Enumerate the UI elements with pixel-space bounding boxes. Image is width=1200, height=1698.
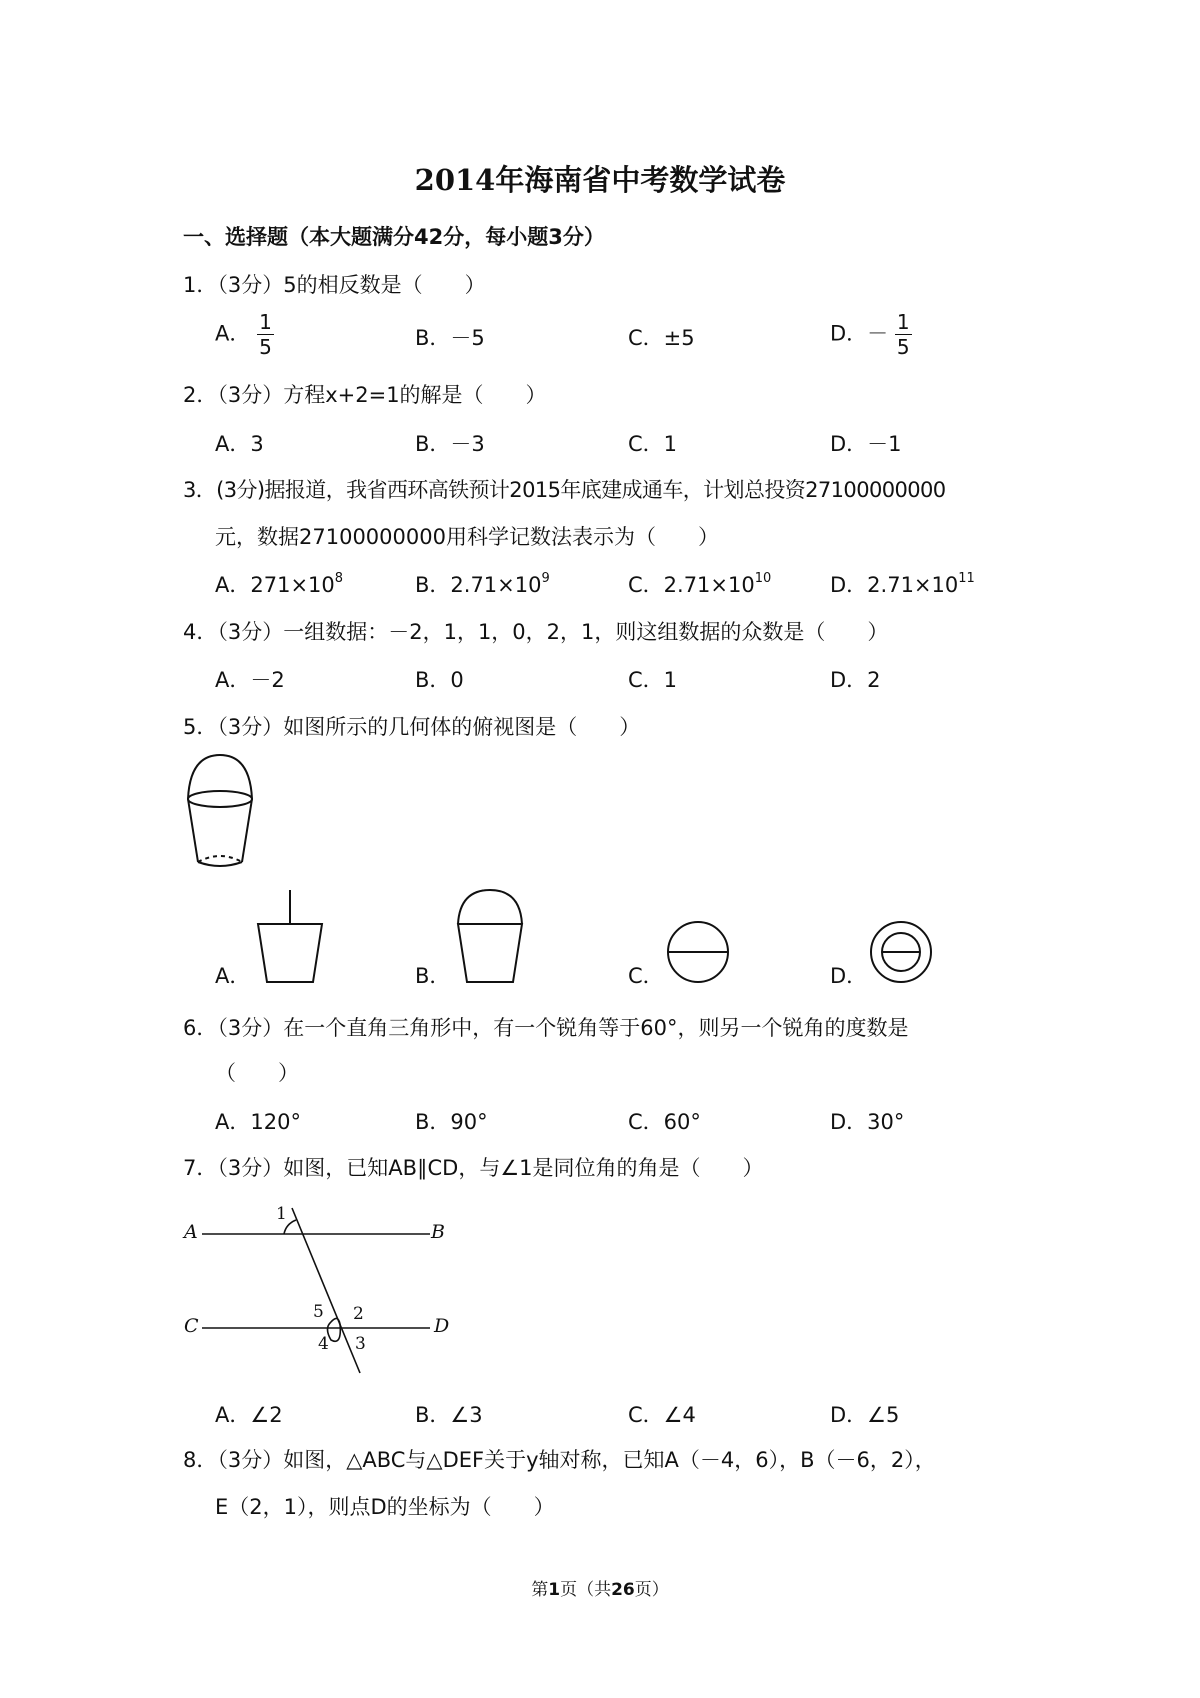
question-1-option-c: C．±5 [628,326,695,350]
page-title: 2014年海南省中考数学试卷 [414,163,786,197]
angle-label-2: 2 [353,1304,364,1324]
question-4-option-c: C．1 [628,668,678,692]
point-label-b: B [431,1221,445,1243]
question-2-option-c: C．1 [628,432,678,456]
option-a-label: A． [215,321,251,346]
question-6-option-d: D．30° [830,1110,905,1134]
question-7-stem: 7．（3分）如图，已知AB∥CD，与∠1是同位角的角是（ ） [183,1156,764,1180]
question-6-option-c: C．60° [628,1110,701,1134]
question-8-stem-line1: 8．（3分）如图，△ABC与△DEF关于y轴对称，已知A（－4，6），B（－6，2）， [183,1448,936,1472]
section-heading: 一、选择题（本大题满分42分，每小题3分） [183,225,605,249]
question-5-option-d: D． [830,964,868,988]
fraction: $\frac{1}{5}$ [259,310,272,359]
fraction: $\frac{1}{5}$ [896,310,910,359]
point-label-c: C [184,1315,199,1337]
question-1-stem: 1．（3分）5的相反数是（ ） [183,273,486,297]
question-7-option-b: B．∠3 [415,1403,483,1427]
option-c-figure [666,920,730,984]
question-5-option-a: A． [215,964,251,988]
page-footer: 第1页（共26页） [531,1580,669,1600]
question-3-option-b: B．$2.71\times 10^9$ [415,571,550,597]
angle-label-1: 1 [276,1204,287,1224]
parallel-lines-figure [180,1190,450,1380]
question-4-stem: 4．（3分）一组数据：－2，1，1，0，2，1，则这组数据的众数是（ ） [183,620,889,644]
angle-label-4: 4 [318,1334,329,1354]
option-b-figure [455,890,525,986]
question-5-option-b: B． [415,964,451,988]
question-6-option-b: B．90° [415,1110,488,1134]
question-7-option-c: C．∠4 [628,1403,696,1427]
question-3-option-d: D．$2.71\times 10^{11}$ [830,571,975,597]
question-6-stem-line1: 6．（3分）在一个直角三角形中，有一个锐角等于60°，则另一个锐角的度数是 [183,1016,909,1040]
question-3-stem-line1: 3．(3分)据报道，我省西环高铁预计2015年底建成通车，计划总投资27100000000 [183,478,946,502]
question-3-stem-line2: 元，数据27100000000用科学记数法表示为（ ） [215,525,719,549]
point-label-d: D [434,1315,450,1337]
question-4-option-d: D．2 [830,668,881,692]
question-2-stem: 2．（3分）方程x+2=1的解是（ ） [183,383,547,407]
question-4-option-b: B．0 [415,668,464,692]
question-1-option-a [215,310,274,359]
question-7-option-a: A．∠2 [215,1403,283,1427]
question-5-option-c: C． [628,964,664,988]
question-3-option-a: A．$271\times 10^8$ [215,571,344,597]
question-6-stem-line2: （ ） [215,1061,299,1085]
option-a-figure [255,890,325,986]
option-d-figure [869,920,933,984]
question-5-stem: 5．（3分）如图所示的几何体的俯视图是（ ） [183,715,641,739]
question-7-option-d: D．∠5 [830,1403,900,1427]
question-2-option-b: B．－3 [415,432,485,456]
question-1-option-b: B．－5 [415,326,485,350]
question-4-option-a: A．－2 [215,668,285,692]
question-1-option-d [830,310,912,359]
page-number: 1 [548,1580,561,1600]
bucket-figure [180,755,260,867]
question-6-option-a: A．120° [215,1110,301,1134]
page-total: 26 [611,1580,635,1600]
question-3-option-c: C．$2.71\times 10^{10}$ [628,571,772,597]
point-label-a: A [184,1221,198,1243]
option-d-label: D． [830,321,868,346]
angle-label-5: 5 [313,1302,324,1322]
minus-sign: － [867,321,889,346]
question-2-option-d: D．－1 [830,432,902,456]
question-8-stem-line2: E（2，1），则点D的坐标为（ ） [215,1495,555,1519]
question-2-option-a: A．3 [215,432,264,456]
angle-label-3: 3 [355,1334,366,1354]
